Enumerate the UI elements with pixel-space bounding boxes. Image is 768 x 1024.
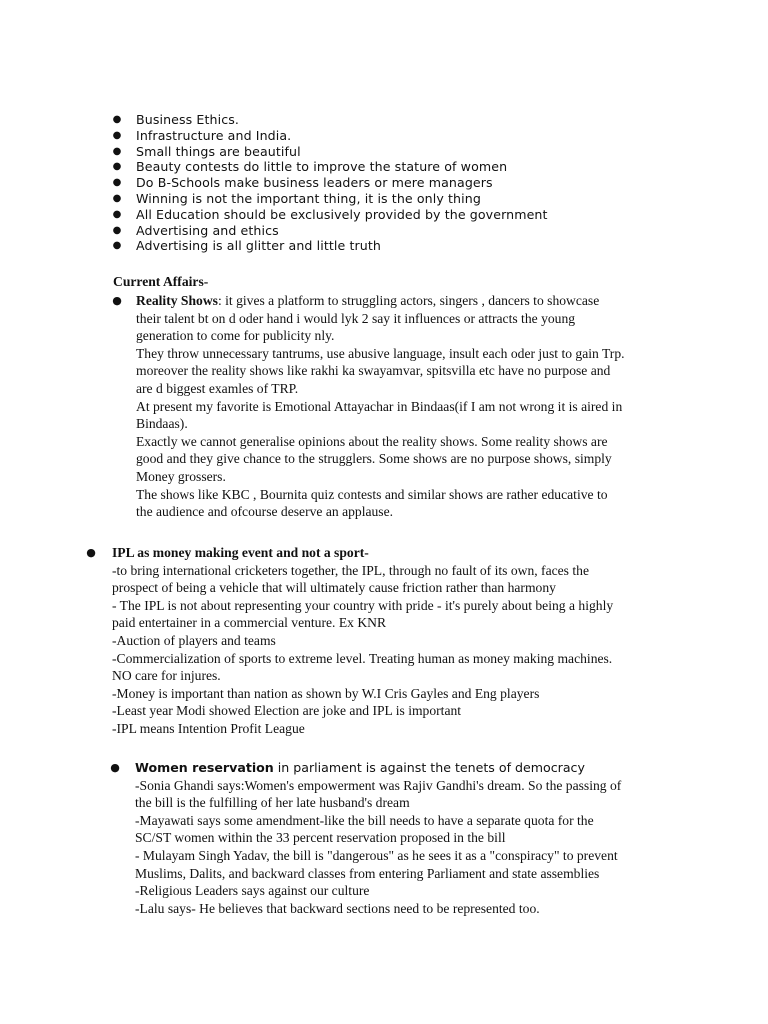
text-line: -Least year Modi showed Election are joke and IPL is important [112, 703, 462, 719]
reality-shows-first-line [136, 292, 625, 310]
text-line: -Money is important than nation as shown by W.I Cris Gayles and Eng players [112, 685, 540, 701]
women-reservation-subtitle: in parliament is against the tenets of democracy [273, 760, 585, 775]
text-line: Exactly we cannot generalise opinions about the reality shows. Some reality shows are [136, 433, 608, 449]
text-line: Muslims, Dalits, and backward classes from entering Parliament and state assemblies [135, 865, 600, 881]
text-line: -to bring international cricketers together, the IPL, through no fault of its own, faces the [112, 562, 589, 578]
text-line: -Religious Leaders says against our culture [135, 883, 370, 899]
text-line: -Auction of players and teams [112, 632, 276, 648]
bullet-icon: ● [112, 161, 122, 173]
text-line: the audience and ofcourse deserve an applause. [136, 504, 394, 520]
topic-text: Business Ethics. [136, 112, 240, 127]
list-item [112, 144, 548, 160]
text-line: NO care for injures. [112, 668, 221, 684]
text-line: their talent bt on d oder hand i would lyk 2 say it influences or attracts the young [136, 310, 576, 326]
topic-text: Winning is not the important thing, it is the only thing [136, 190, 481, 206]
text-line: the bill is the fulfilling of her late husband's dream [135, 795, 410, 811]
topic-text: Beauty contests do little to improve the stature of women [136, 159, 508, 175]
ipl-section [86, 544, 613, 738]
bullet-icon: ● [112, 145, 122, 157]
text-line: SC/ST women within the 33 percent reservation proposed in the bill [135, 830, 506, 846]
list-item [112, 112, 548, 128]
women-reservation-text [135, 759, 621, 917]
text-line: -Lalu says- He believes that backward sections need to be represented too. [135, 900, 540, 916]
text-line: are d biggest examles of TRP. [136, 380, 299, 396]
text-line: - Mulayam Singh Yadav, the bill is "dangerous" as he sees it as a "conspiracy" to prevent [135, 847, 618, 863]
ipl-text [112, 544, 613, 738]
topic-text: All Education should be exclusively provided by the government [136, 206, 548, 222]
bullet-icon: ● [112, 114, 122, 125]
topic-text: Advertising is all glitter and little truth [136, 238, 381, 254]
bullet-icon: ● [112, 192, 122, 204]
reality-shows-intro: : it gives a platform to struggling actors, singers , dancers to showcase [217, 293, 600, 308]
list-item [112, 191, 548, 207]
text-line: The shows like KBC , Bournita quiz contests and similar shows are rather educative to [136, 486, 608, 502]
topic-text: Small things are beautiful [136, 143, 301, 159]
topic-text: Infrastructure and India. [136, 127, 292, 143]
bullet-icon: ● [112, 240, 122, 252]
list-item [112, 207, 548, 223]
bullet-icon: ● [112, 208, 122, 220]
bullet-icon: ● [86, 546, 96, 559]
text-line: - The IPL is not about representing your country with pride - it's purely about being a highly [112, 597, 614, 613]
topic-list [112, 112, 548, 254]
text-line: -IPL means Intention Profit League [112, 720, 305, 736]
bullet-icon: ● [112, 224, 122, 236]
topic-text: Do B-Schools make business leaders or mere managers [136, 175, 493, 191]
topic-text: Advertising and ethics [136, 222, 279, 238]
text-line: At present my favorite is Emotional Attayachar in Bindaas(if I am not wrong it is aired in [136, 398, 623, 414]
text-line: -Mayawati says some amendment-like the bill needs to have a separate quota for the [135, 812, 594, 828]
list-item [112, 223, 548, 239]
current-affairs-heading: Current Affairs- [113, 274, 209, 289]
women-reservation-heading [135, 759, 621, 777]
text-line: Money grossers. [136, 468, 226, 484]
text-line: paid entertainer in a commercial venture. Ex KNR [112, 615, 387, 631]
text-line: -Commercialization of sports to extreme level. Treating human as money making machines. [112, 650, 613, 666]
text-line: They throw unnecessary tantrums, use abusive language, insult each oder just to gain Trp. [136, 345, 625, 361]
bullet-icon: ● [112, 177, 122, 189]
text-line: moreover the reality shows like rakhi ka swayamvar, spitsvilla etc have no purpose and [136, 363, 611, 379]
text-line: generation to come for publicity nly. [136, 328, 335, 344]
list-item [112, 175, 548, 191]
list-item [112, 128, 548, 144]
bullet-icon: ● [112, 294, 122, 307]
ipl-title: IPL as money making event and not a sport- [112, 545, 369, 560]
bullet-icon: ● [112, 129, 122, 141]
women-reservation-section [110, 759, 621, 917]
reality-shows-text [136, 292, 625, 521]
list-item [112, 238, 548, 254]
reality-shows-section [112, 292, 625, 521]
text-line: Bindaas). [136, 416, 188, 432]
list-item [112, 159, 548, 175]
reality-shows-title: Reality Shows [136, 293, 218, 308]
bullet-icon: ● [110, 761, 120, 774]
text-line: -Sonia Ghandi says:Women's empowerment was Rajiv Gandhi's dream. So the passing of [135, 777, 622, 793]
text-line: good and they give chance to the strugglers. Some shows are no purpose shows, simply [136, 451, 612, 467]
women-reservation-title: Women reservation [135, 760, 274, 775]
text-line: prospect of being a vehicle that will ultimately cause friction rather than harmony [112, 580, 556, 596]
